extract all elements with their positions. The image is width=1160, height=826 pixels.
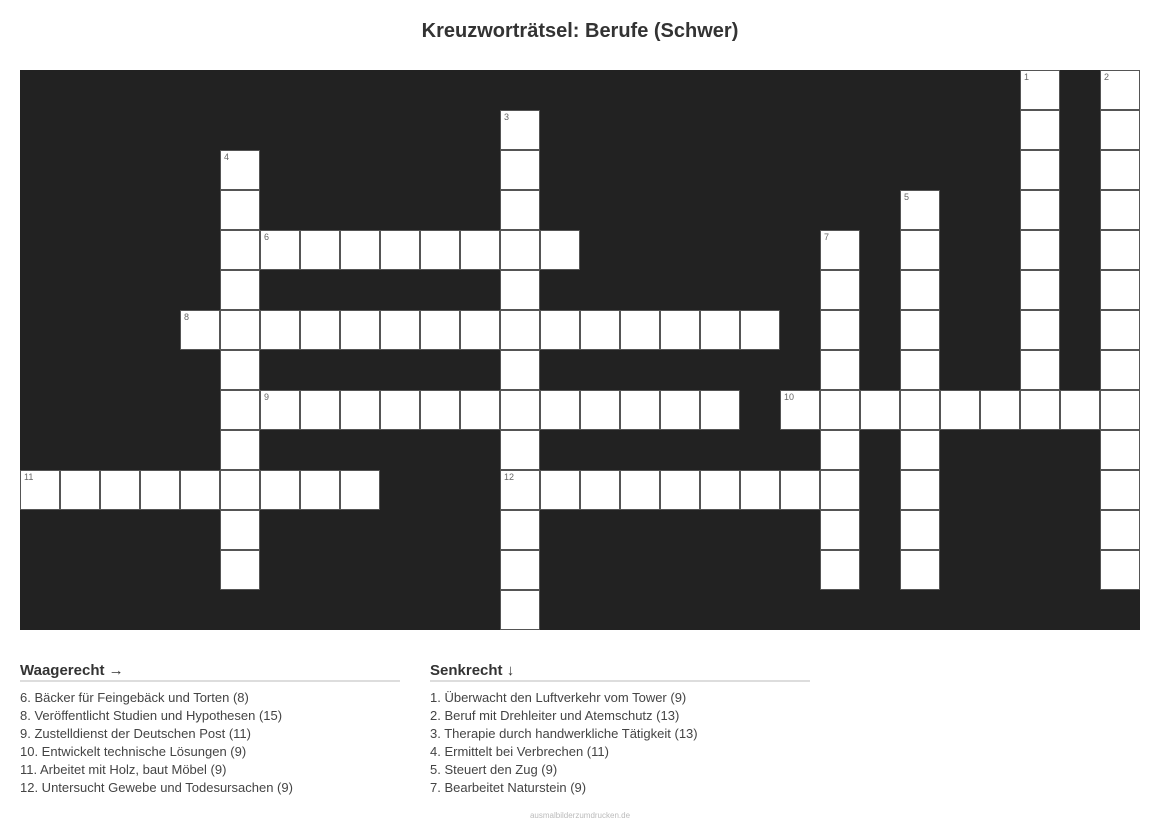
crossword-cell[interactable] [740,310,780,350]
crossword-cell[interactable] [260,230,300,270]
crossword-cell[interactable] [500,470,540,510]
crossword-cell[interactable] [540,310,580,350]
crossword-cell[interactable] [300,470,340,510]
crossword-cell[interactable] [900,190,940,230]
crossword-cell[interactable] [1100,550,1140,590]
crossword-cell[interactable] [220,430,260,470]
crossword-cell[interactable] [1100,390,1140,430]
crossword-cell[interactable] [540,470,580,510]
crossword-cell[interactable] [220,150,260,190]
crossword-cell[interactable] [820,510,860,550]
crossword-cell[interactable] [500,430,540,470]
crossword-cell[interactable] [340,230,380,270]
clue-number: 7 [824,232,830,242]
crossword-cell[interactable] [580,390,620,430]
clue-across-12: 12. Untersucht Gewebe und Todesursachen (9) [20,780,293,795]
crossword-cell[interactable] [1100,350,1140,390]
crossword-cell[interactable] [20,470,60,510]
crossword-cell[interactable] [900,470,940,510]
clue-down-4: 4. Ermittelt bei Verbrechen (11) [430,744,609,759]
crossword-cell[interactable] [700,390,740,430]
crossword-cell[interactable] [500,550,540,590]
crossword-cell[interactable] [900,230,940,270]
clue-across-9: 9. Zustelldienst der Deutschen Post (11) [20,726,251,741]
crossword-cell[interactable] [820,550,860,590]
crossword-cell[interactable] [540,230,580,270]
crossword-cell[interactable] [820,270,860,310]
across-clue-list [20,689,400,797]
crossword-cell[interactable] [860,390,900,430]
crossword-cell[interactable] [900,310,940,350]
crossword-cell[interactable] [1100,430,1140,470]
crossword-cell[interactable] [900,350,940,390]
crossword-cell[interactable] [380,390,420,430]
crossword-cell[interactable] [500,190,540,230]
crossword-cell[interactable] [780,390,820,430]
crossword-cell[interactable] [380,230,420,270]
crossword-cell[interactable] [500,150,540,190]
crossword-cell[interactable] [1020,190,1060,230]
clue-down-2: 2. Beruf mit Drehleiter und Atemschutz (13) [430,708,680,723]
crossword-cell[interactable] [820,470,860,510]
crossword-cell[interactable] [1020,270,1060,310]
crossword-cell[interactable] [620,390,660,430]
crossword-cell[interactable] [1020,310,1060,350]
crossword-cell[interactable] [500,590,540,630]
clue-number: 6 [264,232,270,242]
crossword-cell[interactable] [900,510,940,550]
crossword-cell[interactable] [980,390,1020,430]
clue-number: 12 [504,472,515,482]
clue-number: 8 [184,312,190,322]
crossword-cell[interactable] [620,310,660,350]
crossword-cell[interactable] [740,470,780,510]
crossword-cell[interactable] [460,390,500,430]
crossword-cell[interactable] [700,470,740,510]
crossword-cell[interactable] [300,310,340,350]
clue-number: 1 [1024,72,1030,82]
crossword-cell[interactable] [420,230,460,270]
crossword-cell[interactable] [1100,510,1140,550]
crossword-cell[interactable] [820,350,860,390]
crossword-cell[interactable] [220,310,260,350]
crossword-cell[interactable] [1100,150,1140,190]
crossword-cell[interactable] [820,230,860,270]
crossword-cell[interactable] [940,390,980,430]
clue-across-8: 8. Veröffentlicht Studien und Hypothesen (15) [20,708,283,723]
crossword-cell[interactable] [500,230,540,270]
clue-down-5: 5. Steuert den Zug (9) [430,762,558,777]
crossword-cell[interactable] [820,390,860,430]
crossword-cell[interactable] [660,390,700,430]
clue-across-10: 10. Entwickelt technische Lösungen (9) [20,744,247,759]
down-clue-list [430,689,810,797]
crossword-cell[interactable] [180,310,220,350]
crossword-cell[interactable] [660,470,700,510]
crossword-cell[interactable] [1020,70,1060,110]
crossword-cell[interactable] [660,310,700,350]
clue-across-11: 11. Arbeitet mit Holz, baut Möbel (9) [20,762,227,777]
crossword-cell[interactable] [340,390,380,430]
clue-number: 2 [1104,72,1110,82]
crossword-cell[interactable] [220,190,260,230]
crossword-cell[interactable] [500,110,540,150]
crossword-cell[interactable] [460,310,500,350]
crossword-cell[interactable] [900,550,940,590]
footer-credit: ausmalbilderzumdrucken.de [529,811,631,820]
crossword-grid [20,70,1140,630]
clue-number: 3 [504,112,510,122]
crossword-cell[interactable] [220,510,260,550]
crossword-cell[interactable] [260,310,300,350]
clue-across-6: 6. Bäcker für Feingebäck und Torten (8) [20,690,249,705]
crossword-cell[interactable] [60,470,100,510]
crossword-cell[interactable] [220,230,260,270]
crossword-cell[interactable] [500,350,540,390]
crossword-cell[interactable] [1020,350,1060,390]
crossword-cell[interactable] [260,470,300,510]
crossword-cell[interactable] [1020,150,1060,190]
across-clues [20,662,400,797]
crossword-cell[interactable] [820,430,860,470]
puzzle-title: Kreuzworträtsel: Berufe (Schwer) [421,20,739,42]
crossword-cell[interactable] [180,470,220,510]
crossword-cell[interactable] [460,230,500,270]
clue-number: 9 [264,392,270,402]
crossword-cell[interactable] [1020,230,1060,270]
crossword-cell[interactable] [340,310,380,350]
down-clues [430,662,810,797]
crossword-cell[interactable] [580,470,620,510]
down-heading: Senkrecht ↓ [430,662,810,682]
across-heading: Waagerecht → [20,662,400,682]
crossword-cell[interactable] [300,230,340,270]
clue-number: 5 [904,192,910,202]
crossword-cell[interactable] [420,310,460,350]
crossword-cell[interactable] [220,470,260,510]
crossword-cell[interactable] [220,270,260,310]
clue-number: 4 [224,152,230,162]
crossword-cell[interactable] [620,470,660,510]
crossword-cell[interactable] [820,310,860,350]
crossword-cell[interactable] [900,430,940,470]
crossword-cell[interactable] [1060,390,1100,430]
clue-down-7: 7. Bearbeitet Naturstein (9) [430,780,587,795]
crossword-cell[interactable] [1100,70,1140,110]
crossword-cell[interactable] [1020,390,1060,430]
crossword-cell[interactable] [500,270,540,310]
crossword-cell[interactable] [140,470,180,510]
crossword-cell[interactable] [220,390,260,430]
crossword-cell[interactable] [1100,110,1140,150]
clue-number: 10 [784,392,795,402]
crossword-cell[interactable] [1100,310,1140,350]
crossword-cell[interactable] [540,390,580,430]
crossword-cell[interactable] [700,310,740,350]
crossword-cell[interactable] [1100,470,1140,510]
crossword-cell[interactable] [1100,230,1140,270]
clue-down-1: 1. Überwacht den Luftverkehr vom Tower (9) [430,690,687,705]
crossword-cell[interactable] [1020,110,1060,150]
crossword-cell[interactable] [340,470,380,510]
crossword-cell[interactable] [100,470,140,510]
crossword-cell[interactable] [500,390,540,430]
clue-number: 11 [24,472,34,482]
crossword-cell[interactable] [380,310,420,350]
crossword-cell[interactable] [780,470,820,510]
crossword-cell[interactable] [580,310,620,350]
crossword-cell[interactable] [260,390,300,430]
crossword-cell[interactable] [300,390,340,430]
crossword-cell[interactable] [220,550,260,590]
crossword-cell[interactable] [500,310,540,350]
crossword-cell[interactable] [900,390,940,430]
crossword-cell[interactable] [500,510,540,550]
crossword-cell[interactable] [900,270,940,310]
crossword-cell[interactable] [220,350,260,390]
crossword-cell[interactable] [420,390,460,430]
clue-down-3: 3. Therapie durch handwerkliche Tätigkeit (13) [430,726,698,741]
crossword-cell[interactable] [1100,270,1140,310]
crossword-cell[interactable] [1100,190,1140,230]
